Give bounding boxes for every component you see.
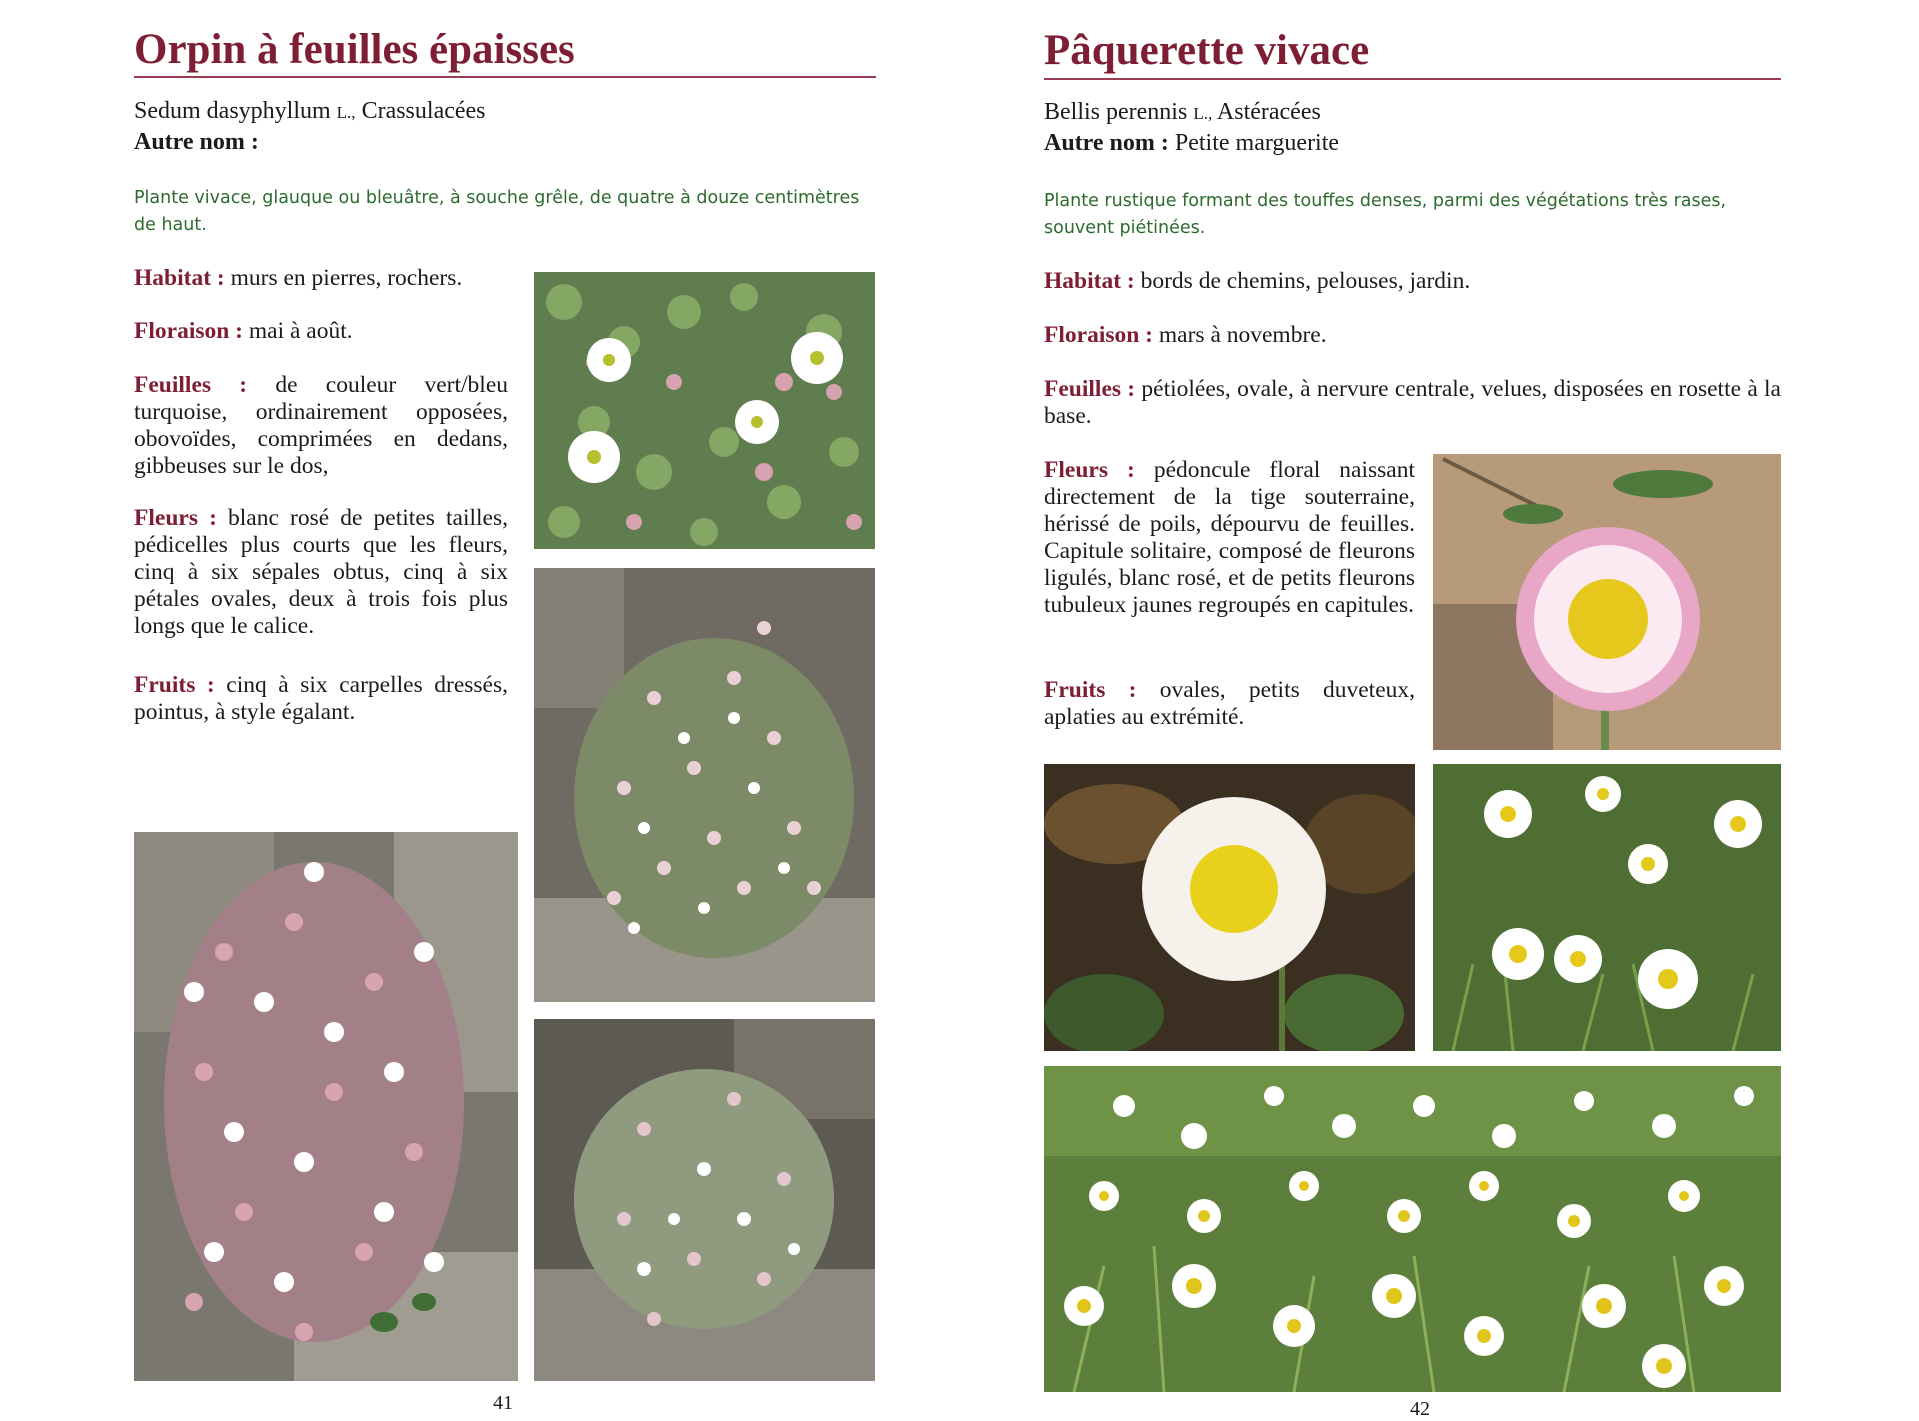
daisy-meadow-photo (1044, 1066, 1781, 1392)
feuilles-value: de couleur vert/bleu turquoise, ordinairement opposées, obovoïdes, comprimées en dedans, gibbeuses sur le dos, (134, 372, 509, 479)
floraison-value: mars à novembre. (1158, 322, 1327, 348)
daisies-in-grass-photo (1433, 764, 1781, 1051)
family-name: Crassulacées (361, 98, 486, 124)
daisy-pink-closeup-photo (1433, 454, 1781, 750)
fruits-value: ovales, petits duveteux, aplaties au extrémité. (1044, 677, 1416, 730)
floraison-field (1044, 322, 1781, 349)
title-rule (134, 76, 876, 78)
fleurs-field (1044, 457, 1415, 619)
floraison-label: Floraison : (1044, 322, 1154, 348)
other-name-label: Autre nom : (134, 129, 259, 156)
scientific-name: Sedum dasyphyllum (134, 98, 331, 124)
species-header (1044, 97, 1339, 159)
floraison-field (134, 318, 508, 345)
fleurs-field (134, 505, 508, 640)
fleurs-value: pédoncule floral naissant directement de la tige souterraine, hérissé de poils, dépourvu de feuilles. Capitule solitaire, composé de fleurons ligulés, blanc rosé, et de petits fleurons tubuleux jaunes regroupés en capitules. (1044, 457, 1415, 618)
habitat-label: Habitat : (1044, 268, 1135, 294)
species-header (134, 96, 486, 158)
fruits-value: cinq à six carpelles dressés, pointus, à style égalant. (134, 672, 509, 725)
fruits-label: Fruits : (134, 672, 215, 698)
page-title: Orpin à feuilles épaisses (134, 26, 575, 73)
floraison-label: Floraison : (134, 318, 244, 344)
floraison-value: mai à août. (248, 318, 353, 344)
scientific-name: Bellis perennis (1044, 99, 1188, 125)
feuilles-label: Feuilles : (1044, 376, 1136, 402)
sedum-large-photo (134, 832, 518, 1381)
left-page (0, 0, 960, 1415)
title-rule (1044, 78, 1781, 80)
intro-text: Plante vivace, glauque ou bleuâtre, à souche grêle, de quatre à douze centimètres de haut. (134, 188, 860, 236)
other-name-value: Petite marguerite (1174, 130, 1340, 157)
fleurs-label: Fleurs : (134, 505, 217, 531)
habitat-field (134, 265, 508, 292)
habitat-value: murs en pierres, rochers. (230, 265, 463, 291)
fruits-field (1044, 677, 1415, 731)
feuilles-field (134, 372, 508, 480)
fleurs-label: Fleurs : (1044, 457, 1135, 483)
habitat-label: Habitat : (134, 265, 225, 291)
feuilles-field (1044, 376, 1781, 430)
scientific-line (134, 96, 486, 127)
other-name-label: Autre nom : (1044, 130, 1169, 157)
fruits-label: Fruits : (1044, 677, 1137, 703)
page-title: Pâquerette vivace (1044, 27, 1370, 74)
sedum-closeup-photo (534, 272, 875, 549)
author-abbrev: L., (336, 103, 356, 122)
sedum-wall-photo (534, 568, 875, 1002)
feuilles-value: pétiolées, ovale, à nervure centrale, velues, disposées en rosette à la base. (1044, 376, 1781, 429)
other-name-line (1044, 128, 1339, 159)
other-name-line (134, 127, 486, 158)
habitat-value: bords de chemins, pelouses, jardin. (1140, 268, 1471, 294)
page-number: 41 (493, 1392, 513, 1414)
author-abbrev: L., (1193, 104, 1213, 123)
daisy-white-closeup-photo (1044, 764, 1415, 1051)
right-page (960, 0, 1919, 1420)
fruits-field (134, 672, 508, 726)
page-number: 42 (1410, 1398, 1430, 1420)
intro-text: Plante rustique formant des touffes denses, parmi des végétations très rases, souvent piétinées. (1044, 191, 1727, 239)
habitat-field (1044, 268, 1781, 295)
sedum-rock-photo (534, 1019, 875, 1381)
family-name: Astéracées (1216, 99, 1321, 125)
feuilles-label: Feuilles : (134, 372, 248, 398)
fleurs-value: blanc rosé de petites tailles, pédicelles plus courts que les fleurs, cinq à six sépales obtus, cinq à six pétales ovales, deux à trois fois plus longs que le calice. (134, 505, 509, 639)
scientific-line (1044, 97, 1339, 128)
